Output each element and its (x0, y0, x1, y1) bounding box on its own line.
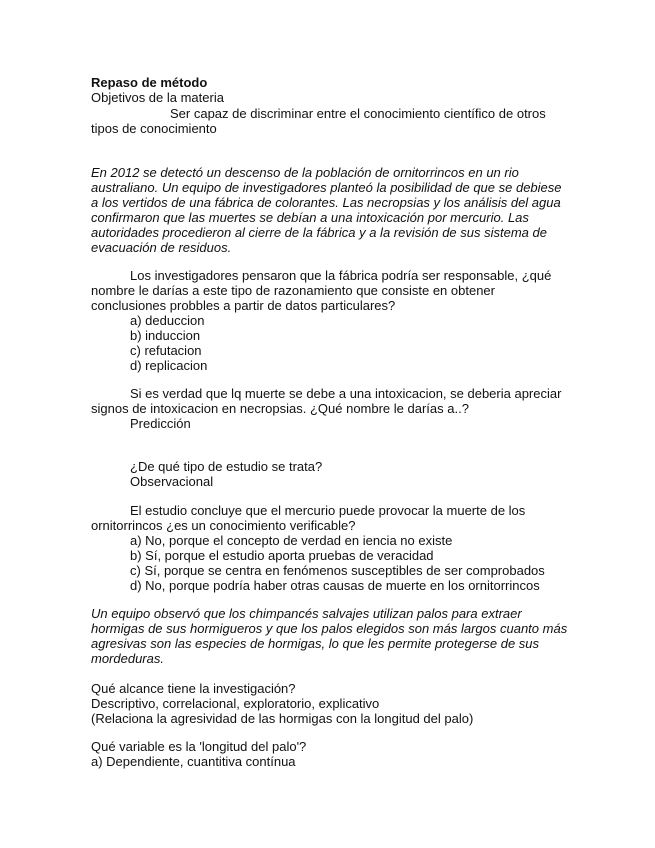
question-text: signos de intoxicacion en necropsias. ¿Qué nombre le darías a..? (91, 401, 469, 416)
case-paragraph: agresivas son las especies de hormigas, lo que les permite protegerse de sus (91, 636, 540, 651)
option: b) induccion (130, 328, 201, 343)
case-paragraph: En 2012 se detectó un descenso de la población de ornitorrincos en un rio (91, 165, 519, 180)
question-text: El estudio concluye que el mercurio puede provocar la muerte de los (130, 503, 526, 518)
option: c) refutacion (130, 343, 202, 358)
answer: Predicción (130, 416, 191, 431)
option: a) No, porque el concepto de verdad en iencia no existe (130, 533, 453, 548)
question-text: conclusiones probbles a partir de datos particulares? (91, 298, 396, 313)
question-text: ornitorrincos ¿es un conocimiento verificable? (91, 518, 356, 533)
objective-text: tipos de conocimiento (91, 121, 217, 136)
answer-note: (Relaciona la agresividad de las hormigas con la longitud del palo) (91, 711, 474, 726)
case-paragraph: confirmaron que las muertes se debían a una intoxicación por mercurio. Las (91, 210, 529, 225)
case-paragraph: Un equipo observó que los chimpancés salvajes utilizan palos para extraer (91, 606, 522, 621)
case-paragraph: hormigas de sus hormigueros y que los palos elegidos son más largos cuanto más (91, 621, 568, 636)
case-paragraph: evacuación de residuos. (91, 240, 232, 255)
question-text: Los investigadores pensaron que la fábrica podría ser responsable, ¿qué (130, 268, 552, 283)
question-text: Qué variable es la 'longitud del palo'? (91, 739, 307, 754)
option: d) replicacion (130, 358, 208, 373)
option: c) Sí, porque se centra en fenómenos susceptibles de ser comprobados (130, 563, 545, 578)
page-title: Repaso de método (91, 75, 208, 90)
question-text: nombre le darías a este tipo de razonamiento que consiste en obtener (91, 283, 495, 298)
objectives-heading: Objetivos de la materia (91, 90, 224, 105)
case-paragraph: a los vertidos de una fábrica de colorantes. Las necropsias y los análisis del agua (91, 195, 561, 210)
option: a) deduccion (130, 313, 205, 328)
question-text: Si es verdad que lq muerte se debe a una intoxicacion, se deberia apreciar (130, 386, 562, 401)
answer: Descriptivo, correlacional, exploratorio, explicativo (91, 696, 380, 711)
option: b) Sí, porque el estudio aporta pruebas de veracidad (130, 548, 434, 563)
case-paragraph: autoridades procedieron al cierre de la fábrica y a la revisión de sus sistema de (91, 225, 547, 240)
question-text: ¿De qué tipo de estudio se trata? (130, 459, 323, 474)
case-paragraph: mordeduras. (91, 651, 164, 666)
answer: Observacional (130, 474, 214, 489)
objective-text: Ser capaz de discriminar entre el conocimiento científico de otros (170, 106, 546, 121)
option: d) No, porque podría haber otras causas de muerte en los ornitorrincos (130, 578, 540, 593)
question-text: Qué alcance tiene la investigación? (91, 681, 296, 696)
answer: a) Dependiente, cuantitiva contínua (91, 754, 296, 769)
case-paragraph: australiano. Un equipo de investigadores planteó la posibilidad de que se debiese (91, 180, 562, 195)
